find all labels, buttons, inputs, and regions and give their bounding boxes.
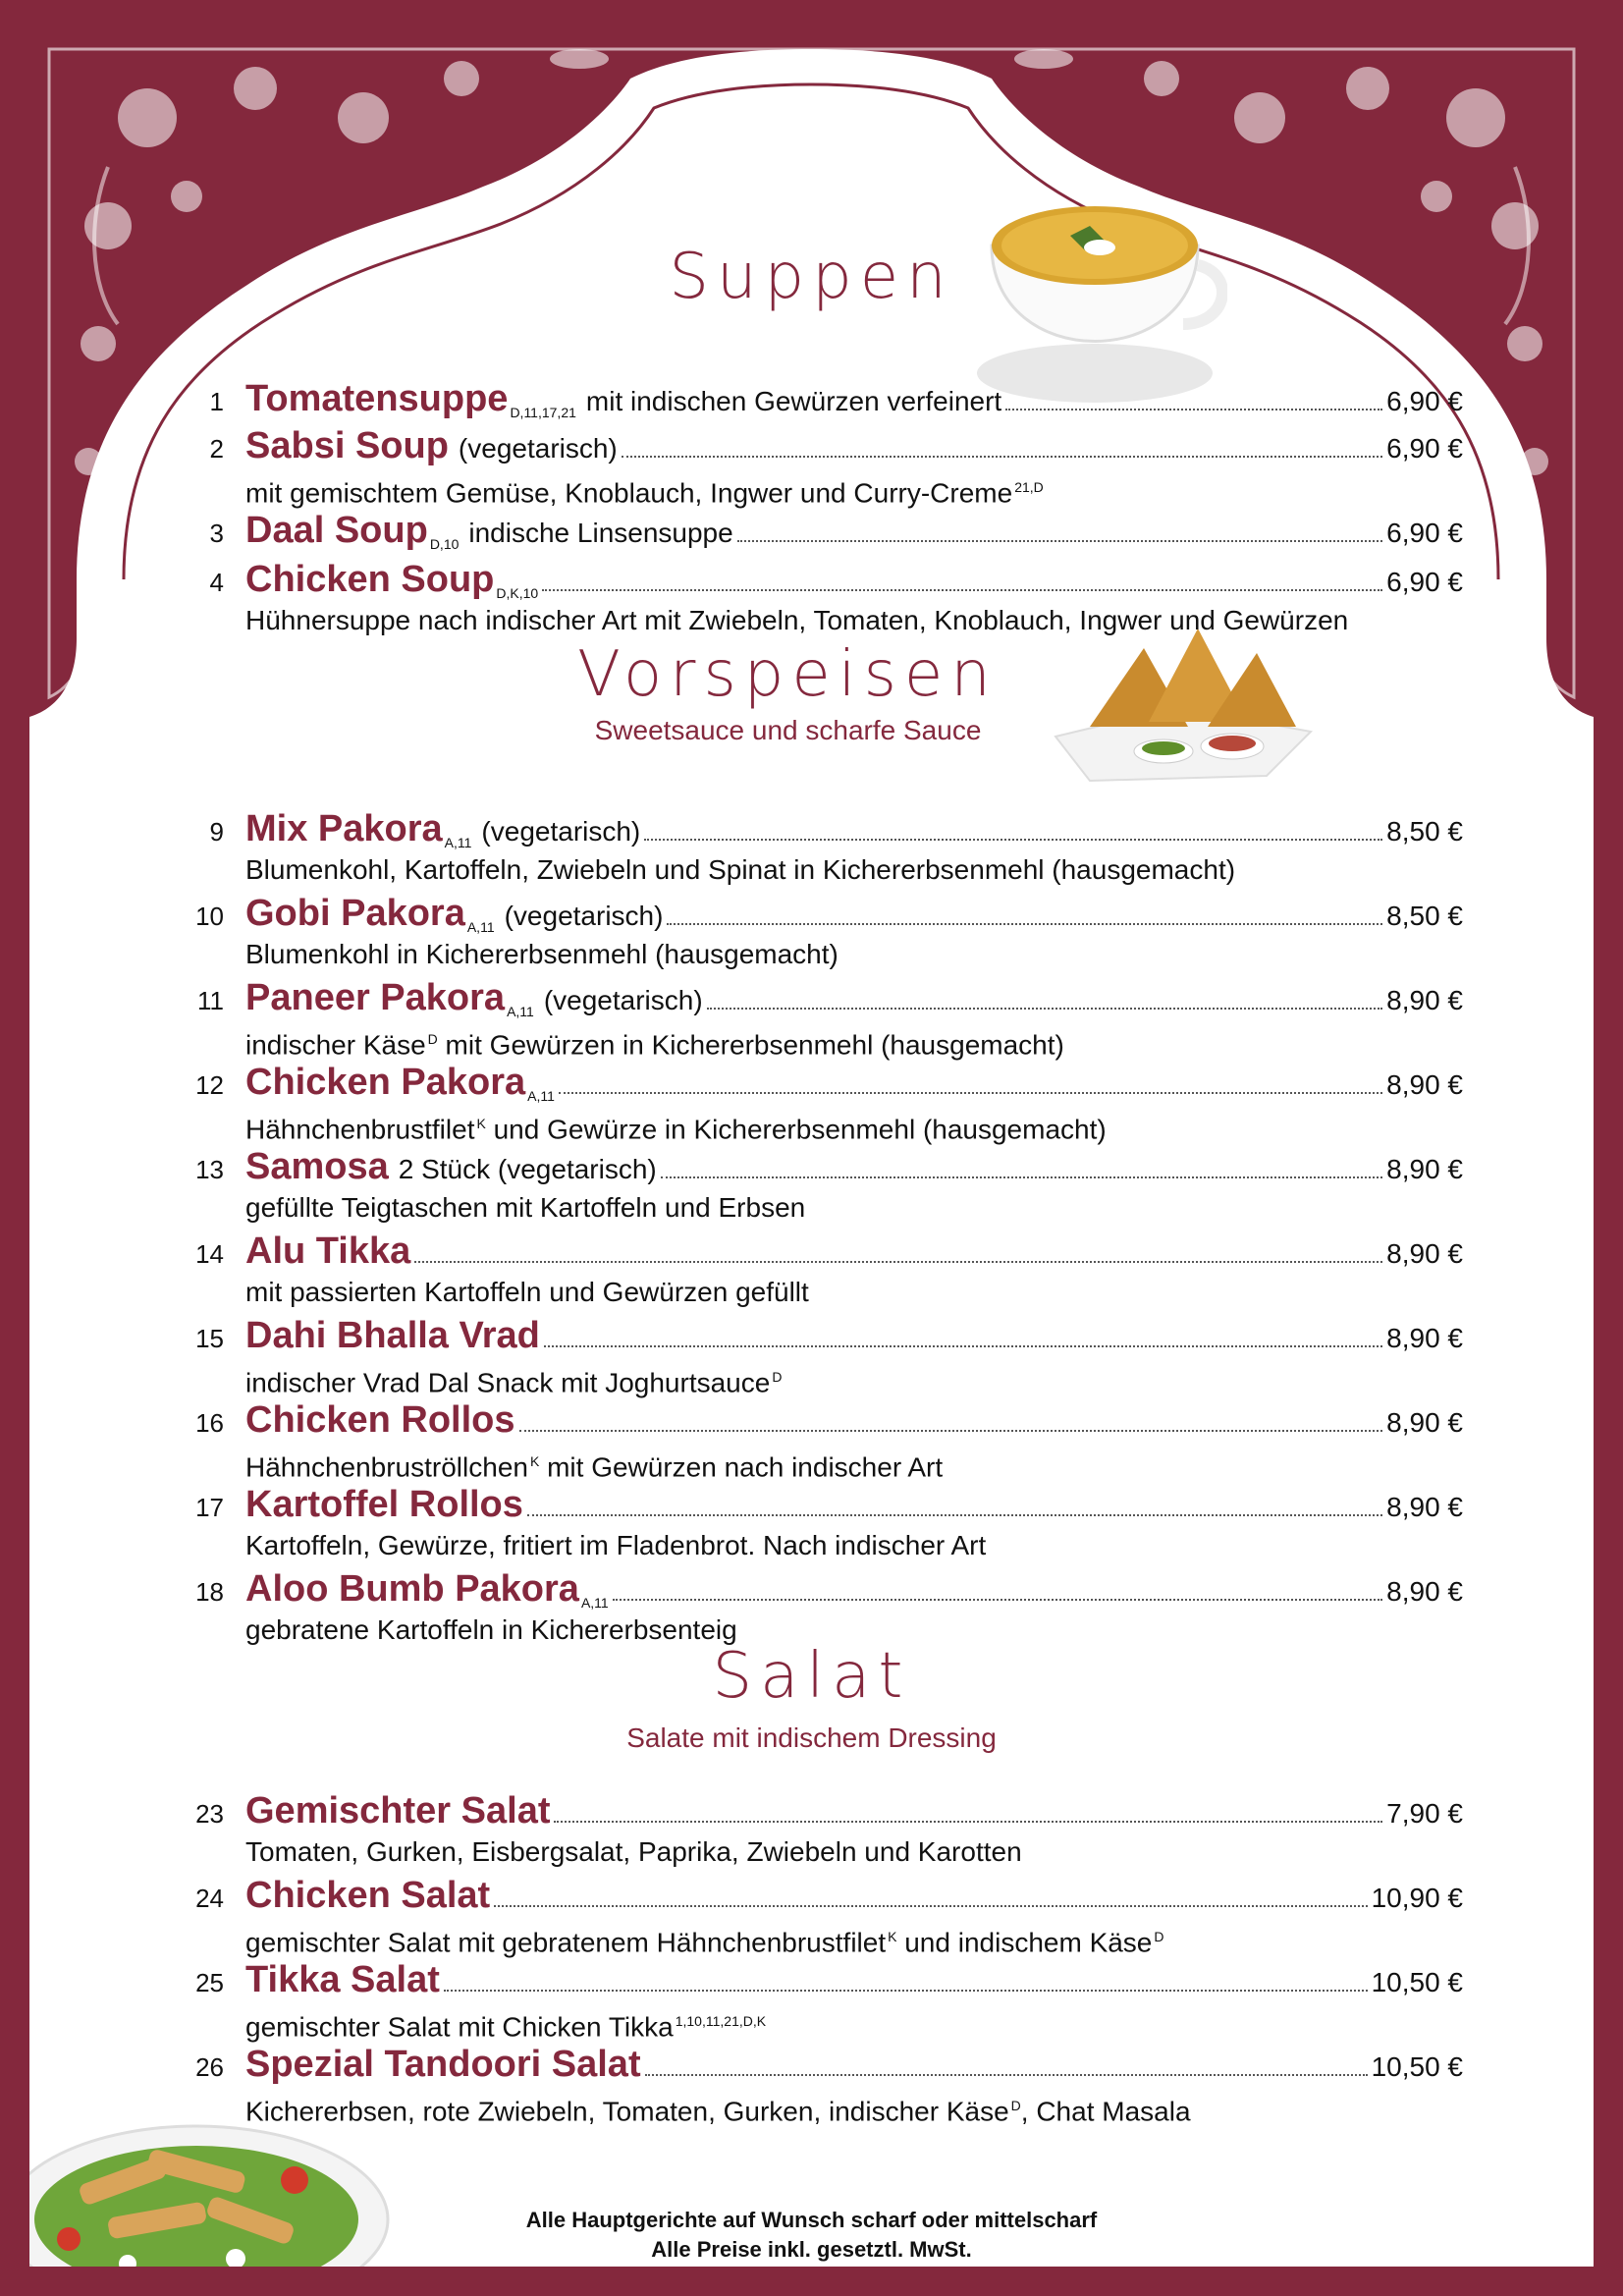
dot-leader [737,540,1382,542]
item-description-text: Blumenkohl, Kartoffeln, Zwiebeln und Spinat in Kichererbsenmehl (hausgemacht) [245,854,1236,885]
item-number: 15 [195,1324,224,1353]
item-description-text: Tomaten, Gurken, Eisbergsalat, Paprika, Zwiebeln und Karotten [245,1836,1022,1867]
item-description [245,603,1473,638]
item-description-text-cont: , Chat Masala [1020,2096,1191,2127]
item-description-text: mit gemischtem Gemüse, Knoblauch, Ingwer und Curry-Creme [245,477,1013,509]
item-name: Daal Soup [245,510,428,551]
item-description [245,1275,1473,1310]
item-description-text-cont: mit Gewürzen in Kichererbsenmehl (hausgemacht) [437,1029,1064,1061]
item-name: Chicken Soup [245,559,495,600]
item-number: 12 [195,1070,224,1100]
item-number: 2 [209,434,224,464]
description-allergen-codes: D [772,1369,783,1385]
item-allergen-codes: A,11 [507,1004,534,1019]
item-number: 10 [195,902,224,931]
item-name: Tomatensuppe [245,378,509,419]
item-description [245,469,1473,511]
item-name: Gemischter Salat [245,1790,551,1831]
menu-item-row [157,1872,1463,1917]
item-price: 10,90 € [1371,1883,1463,1913]
menu-item-row [157,1787,1463,1832]
item-description [245,2003,1473,2045]
dot-leader [613,1599,1382,1601]
menu-page [29,29,1594,2267]
dot-leader [527,1514,1382,1516]
item-number: 4 [209,568,224,597]
menu-item-row [157,1228,1463,1273]
menu-item-row [157,1956,1463,2001]
item-description-text-cont: mit Gewürzen nach indischer Art [539,1451,944,1483]
dot-leader [622,456,1382,458]
dot-leader [661,1176,1382,1178]
description-allergen-codes-2: D [1154,1929,1164,1944]
item-description [245,1190,1473,1226]
item-number: 14 [195,1239,224,1269]
item-note: (vegetarisch) [458,433,618,464]
item-price: 8,90 € [1386,1492,1463,1522]
menu-item-row [157,974,1463,1019]
menu-item-row [157,1481,1463,1526]
item-price: 10,50 € [1371,1967,1463,1997]
item-name: Tikka Salat [245,1959,440,2000]
menu-item-row [157,890,1463,935]
item-note: mit indischen Gewürzen verfeinert [585,386,1002,416]
description-allergen-codes: K [529,1453,540,1469]
item-description [245,852,1473,888]
item-price: 8,50 € [1386,816,1463,847]
item-price: 7,90 € [1386,1798,1463,1829]
item-price: 6,90 € [1386,567,1463,597]
item-description [245,937,1473,972]
item-price: 8,50 € [1386,901,1463,931]
item-price: 10,50 € [1371,2051,1463,2082]
description-allergen-codes: K [476,1116,486,1131]
description-allergen-codes: K [888,1929,897,1944]
item-number: 23 [195,1799,224,1829]
item-description [245,1359,1473,1400]
section-subtitle-salat: Salate mit indischem Dressing [626,1722,997,1753]
item-number: 3 [209,519,224,548]
item-description [245,1834,1473,1870]
menu-item-row [157,1059,1463,1104]
dot-leader [519,1430,1383,1432]
item-name: Aloo Bumb Pakora [245,1568,579,1610]
item-name: Chicken Rollos [245,1399,515,1441]
menu-item-row [157,805,1463,850]
item-price: 8,90 € [1386,1069,1463,1100]
section-subtitle-vorspeisen: Sweetsauce und scharfe Sauce [594,715,982,745]
item-note: indische Linsensuppe [468,518,733,548]
menu-item-row [157,556,1463,601]
item-allergen-codes: A,11 [466,919,495,935]
item-description [245,1613,1473,1648]
dot-leader [444,1990,1368,1992]
item-price: 8,90 € [1386,1323,1463,1353]
menu-item-row [157,507,1463,552]
dot-leader [414,1261,1382,1263]
item-description [245,1919,1473,1960]
item-name: Alu Tikka [245,1230,411,1272]
item-name: Mix Pakora [245,808,443,849]
item-number: 11 [197,986,224,1015]
item-description-text-cont: und Gewürze in Kichererbsenmehl (hausgemacht) [485,1114,1107,1145]
item-price: 6,90 € [1386,433,1463,464]
item-number: 26 [195,2052,224,2082]
item-number: 25 [195,1968,224,1997]
section-title-suppen: Suppen [669,241,954,313]
dot-leader [645,2074,1368,2076]
item-price: 8,90 € [1386,1576,1463,1607]
description-allergen-codes: 1,10,11,21,D,K [675,2013,767,2029]
item-name: Spezial Tandoori Salat [245,2044,641,2085]
item-number: 24 [195,1884,224,1913]
item-description-text: gefüllte Teigtaschen mit Kartoffeln und Erbsen [245,1192,806,1223]
item-description [245,1106,1473,1147]
item-name: Kartoffel Rollos [245,1484,523,1525]
item-description-text: indischer Vrad Dal Snack mit Joghurtsauce [245,1367,771,1398]
item-description [245,2088,1473,2129]
item-description-text: Kichererbsen, rote Zwiebeln, Tomaten, Gurken, indischer Käse [245,2096,1009,2127]
item-allergen-codes: A,11 [444,835,472,850]
dot-leader [554,1821,1382,1823]
footer-line-1: Alle Hauptgerichte auf Wunsch scharf oder mittelscharf [525,2208,1098,2232]
item-description-text: indischer Käse [245,1029,426,1061]
item-allergen-codes: D,K,10 [496,585,539,601]
item-price: 8,90 € [1386,1407,1463,1438]
item-number: 13 [195,1155,224,1184]
item-description-text-cont: und indischem Käse [896,1927,1153,1958]
item-allergen-codes: D,10 [429,536,460,552]
item-description-text: Blumenkohl in Kichererbsenmehl (hausgemacht) [245,939,839,969]
item-note: (vegetarisch) [481,816,641,847]
description-allergen-codes: D [427,1031,438,1047]
item-number: 17 [195,1493,224,1522]
dot-leader [644,839,1382,841]
section-title-vorspeisen: Vorspeisen [577,638,999,711]
item-name: Chicken Salat [245,1875,491,1916]
description-allergen-codes: 21,D [1014,479,1044,495]
menu-item-row [157,1143,1463,1188]
menu-item-row [157,375,1463,420]
menu-item-row [157,1312,1463,1357]
item-description-text: Hühnersuppe nach indischer Art mit Zwiebeln, Tomaten, Knoblauch, Ingwer und Gewürzen [245,605,1349,635]
item-description-text: mit passierten Kartoffeln und Gewürzen gefüllt [245,1277,809,1307]
item-note: 2 Stück (vegetarisch) [398,1154,657,1184]
item-allergen-codes: A,11 [580,1595,609,1611]
dot-leader [544,1345,1382,1347]
dot-leader [494,1905,1367,1907]
menu-item-row [157,1396,1463,1442]
description-allergen-codes: D [1010,2098,1021,2113]
item-price: 8,90 € [1386,1238,1463,1269]
item-description [245,1021,1473,1063]
item-number: 9 [209,817,224,847]
item-number: 18 [195,1577,224,1607]
menu-item-row [157,422,1463,467]
footer-line-2: Alle Preise inkl. gesetztl. MwSt. [651,2237,972,2262]
dot-leader [707,1008,1382,1010]
dot-leader [667,923,1382,925]
item-name: Gobi Pakora [245,893,465,934]
item-allergen-codes: D,11,17,21 [510,405,576,420]
section-title-salat: Salat [712,1640,911,1713]
item-price: 8,90 € [1386,985,1463,1015]
item-name: Samosa [245,1146,389,1187]
item-description-text: Kartoffeln, Gewürze, fritiert im Fladenbrot. Nach indischer Art [245,1530,987,1560]
item-allergen-codes: A,11 [527,1088,555,1104]
item-name: Dahi Bhalla Vrad [245,1315,540,1356]
dot-leader [559,1092,1382,1094]
item-note: (vegetarisch) [504,901,664,931]
item-price: 6,90 € [1386,518,1463,548]
item-price: 6,90 € [1386,386,1463,416]
item-price: 8,90 € [1386,1154,1463,1184]
item-name: Chicken Pakora [245,1062,526,1103]
item-name: Sabsi Soup [245,425,449,466]
item-description-text: gemischter Salat mit Chicken Tikka [245,2011,674,2043]
item-description-text: gebratene Kartoffeln in Kichererbsenteig [245,1614,737,1645]
item-description-text: Hähnchenbruströllchen [245,1451,528,1483]
item-description [245,1444,1473,1485]
item-description-text: Hähnchenbrustfilet [245,1114,475,1145]
dot-leader [542,589,1382,591]
menu-item-row [157,1565,1463,1611]
item-description-text: gemischter Salat mit gebratenem Hähnchenbrustfilet [245,1927,887,1958]
dot-leader [1005,409,1382,410]
item-note: (vegetarisch) [543,985,703,1015]
item-number: 1 [209,387,224,416]
item-name: Paneer Pakora [245,977,506,1018]
menu-item-row [157,2041,1463,2086]
item-description [245,1528,1473,1563]
item-number: 16 [195,1408,224,1438]
